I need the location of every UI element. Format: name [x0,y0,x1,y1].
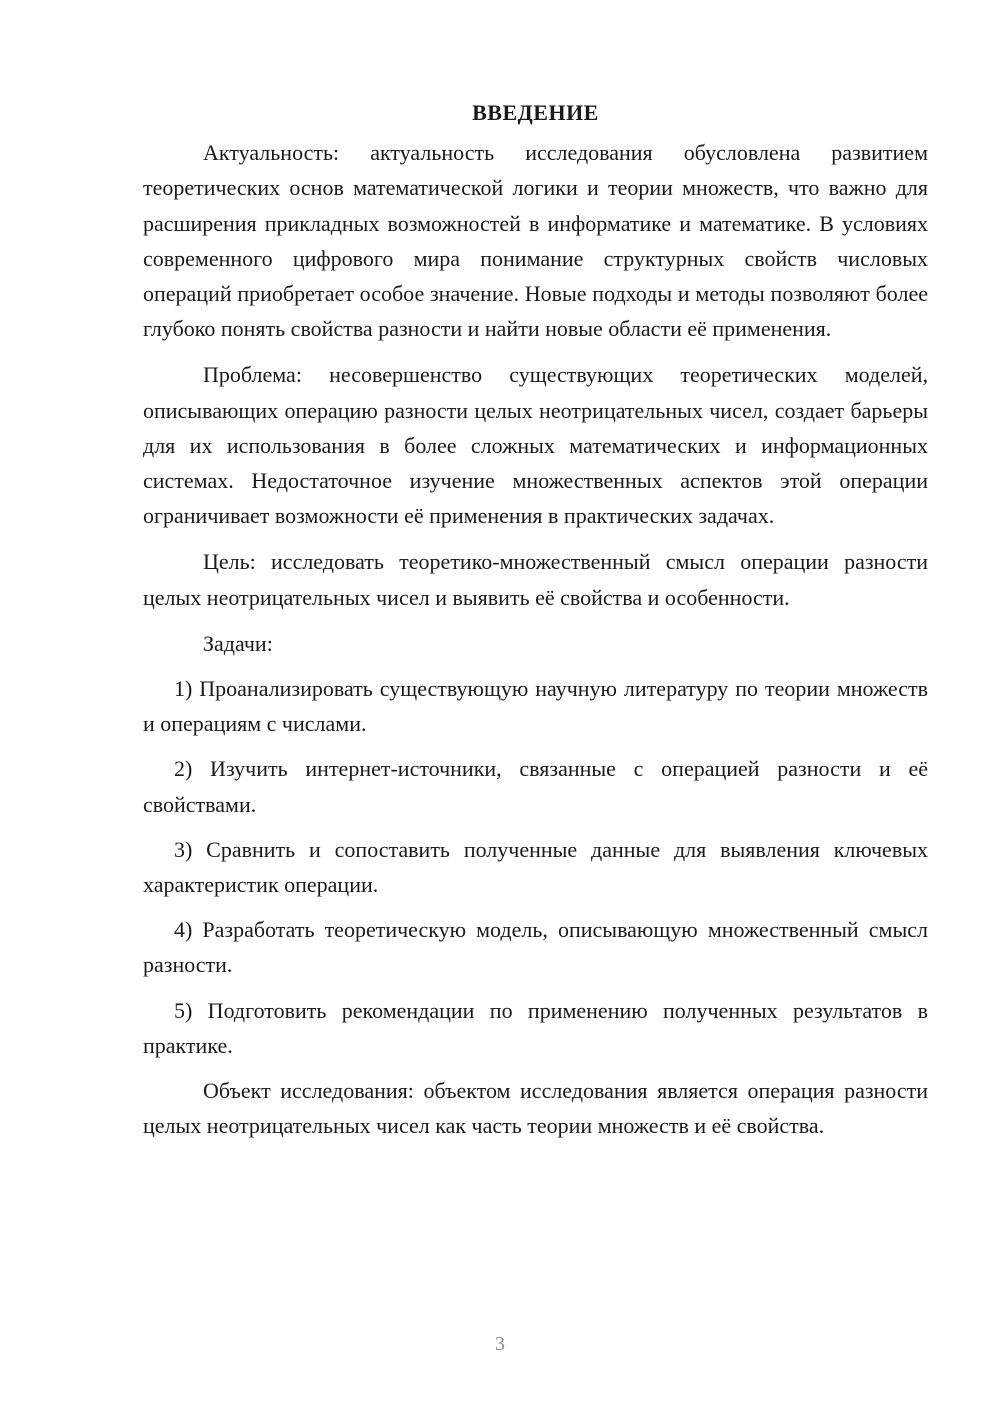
task-item: 2) Изучить интернет-источники, связанные с операцией разности и её свойствами. [143,756,928,817]
page-number: 3 [495,1333,505,1355]
task-item: 5) Подготовить рекомендации по применению полученных результатов в практике. [143,997,928,1058]
task-item: 3) Сравнить и сопоставить полученные данные для выявления ключевых характеристик операции. [143,836,928,898]
problem-paragraph: Проблема: несовершенство существующих теоретических моделей, описывающих операцию разности целых неотрицательных чисел, создает барьеры для их использования в более сложных математических и информационных системах. Недостаточное изучение множественных аспектов этой операции ограничивает возможности её применения в практических задачах. [143,362,928,529]
task-item: 4) Разработать теоретическую модель, описывающую множественный смысл разности. [143,917,928,978]
relevance-paragraph: Актуальность: актуальность исследования обусловлена развитием теоретических основ математической логики и теории множеств, что важно для расширения прикладных возможностей в информатике и математике. В условиях современного цифрового мира понимание структурных свойств числовых операций приобретает особое значение. Новые подходы и методы позволяют более глубоко понять свойства разности и найти новые области её применения. [143,140,928,342]
section-title: ВВЕДЕНИЕ [472,100,599,125]
document-page [143,95,928,1154]
object-paragraph: Объект исследования: объектом исследования является операция разности целых неотрицательных чисел как часть теории множеств и её свойства. [143,1078,928,1139]
tasks-label: Задачи: [203,630,273,656]
task-item: 1) Проанализировать существующую научную литературу по теории множеств и операциям с числами. [143,676,928,737]
goal-paragraph: Цель: исследовать теоретико-множественный смысл операции разности целых неотрицательных чисел и выявить её свойства и особенности. [143,549,928,610]
